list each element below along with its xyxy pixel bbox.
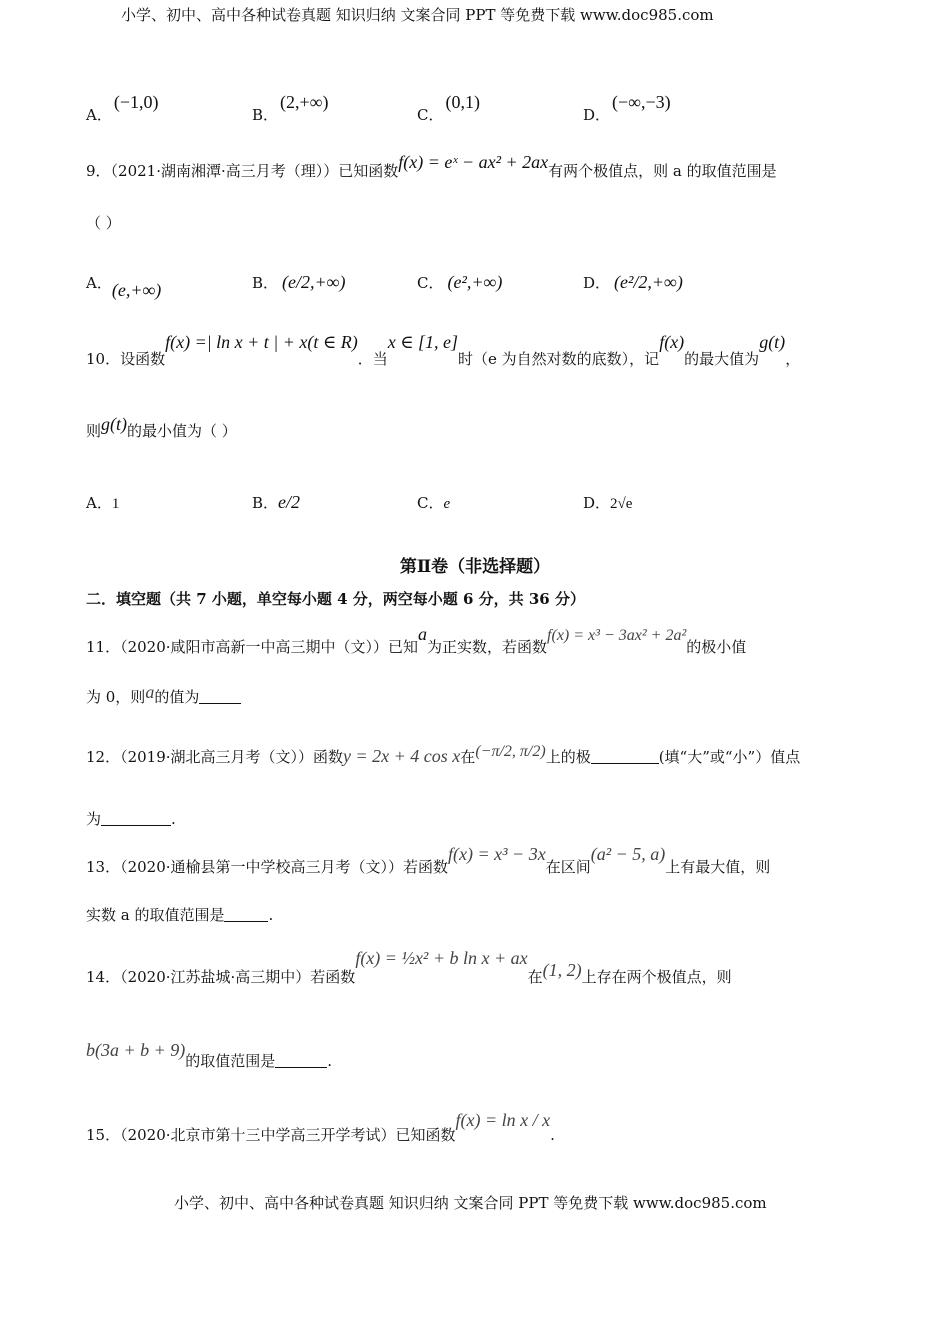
- q9-prefix: 9．（2021·湖南湘潭·高三月考（理））已知函数: [86, 162, 399, 180]
- q10-option-c: [417, 492, 450, 513]
- q10-fx: f(x): [659, 332, 685, 352]
- q11-a: a: [418, 624, 428, 644]
- q14-prefix: 14．（2020·江苏盐城·高三期中）若函数: [86, 968, 356, 986]
- q11-line2-suffix: 的值为: [154, 688, 200, 706]
- q14-end: .: [327, 1052, 333, 1070]
- q9-suffix: 有两个极值点，则 a 的取值范围是: [548, 162, 777, 180]
- option-label: B．: [252, 494, 279, 512]
- q14-suffix: 上存在两个极值点，则: [581, 968, 732, 986]
- q8-option-c: [417, 92, 480, 124]
- option-value: 1: [111, 496, 120, 512]
- question-11: [86, 624, 747, 656]
- q12-prefix: 12．（2019·湖北高三月考（文））函数: [86, 748, 344, 766]
- option-label: C．: [417, 274, 444, 292]
- question-9: [86, 152, 777, 180]
- question-10: [86, 332, 801, 368]
- q12-formula: y = 2x + 4 cos x: [343, 746, 461, 766]
- q9-option-c: [417, 272, 502, 293]
- section-2-heading: 二．填空题（共 7 小题，单空每小题 4 分，两空每小题 6 分，共 36 分）: [86, 590, 585, 608]
- q9-option-b: [252, 262, 346, 292]
- q14-expression: b(3a + b + 9): [86, 1040, 186, 1060]
- q14-formula: f(x) = ½x² + b ln x + ax: [355, 948, 528, 968]
- q10-gt: g(t): [759, 332, 786, 352]
- answer-blank-2[interactable]: [101, 811, 171, 826]
- q12-mid: 在: [460, 748, 476, 766]
- option-value: (−∞,−3): [612, 92, 671, 112]
- q12-suffix2: (填“大”或“小”）值点: [658, 748, 801, 766]
- option-label: A．: [86, 106, 112, 124]
- q15-formula: f(x) = ln x / x: [455, 1110, 551, 1130]
- q12-line2-prefix: 为: [86, 810, 102, 828]
- q12-end: .: [171, 810, 176, 828]
- q10-line2: [86, 414, 237, 440]
- q11-suffix: 的极小值: [686, 638, 747, 656]
- q10-line2-suffix: 的最小值为（ ）: [127, 422, 237, 440]
- answer-blank[interactable]: [199, 689, 241, 704]
- q13-line2: [86, 904, 273, 925]
- option-value: e/2: [278, 492, 301, 512]
- q9-formula: f(x) = eˣ − ax² + 2ax: [398, 152, 549, 172]
- q14-line2: [86, 1040, 333, 1070]
- q11-mid: 为正实数，若函数: [427, 638, 548, 656]
- q13-formula: f(x) = x³ − 3x: [448, 844, 546, 864]
- q14-interval: (1, 2): [542, 960, 582, 980]
- answer-blank[interactable]: [224, 907, 268, 922]
- q13-mid: 在区间: [545, 858, 591, 876]
- option-label: C．: [417, 494, 444, 512]
- option-label: A．: [86, 274, 112, 292]
- option-label: D．: [583, 494, 611, 512]
- page-header: 小学、初中、高中各种试卷真题 知识归纳 文案合同 PPT 等免费下载 www.doc985.com: [121, 6, 714, 24]
- option-value: (−1,0): [113, 92, 159, 112]
- q10-line2-gt: g(t): [101, 414, 128, 434]
- q10-mid2: 时（e 为自然对数的底数），记: [458, 350, 660, 368]
- q9-paren: （ ）: [86, 214, 121, 232]
- page-footer: 小学、初中、高中各种试卷真题 知识归纳 文案合同 PPT 等免费下载 www.doc985.com: [174, 1194, 767, 1212]
- part-2-title: 第Ⅱ卷（非选择题）: [399, 557, 551, 577]
- q13-prefix: 13．（2020·通榆县第一中学校高三月考（文））若函数: [86, 858, 449, 876]
- option-value: (e/2,+∞): [282, 272, 346, 292]
- option-value: (e²/2,+∞): [614, 272, 683, 292]
- option-value: (0,1): [445, 92, 480, 112]
- answer-blank-1[interactable]: [591, 749, 659, 764]
- q10-comma: ，: [785, 350, 801, 368]
- q10-formula: f(x) =| ln x + t | + x(t ∈ R): [165, 332, 358, 352]
- q15-prefix: 15．（2020·北京市第十三中学高三开学考试）已知函数: [86, 1126, 456, 1144]
- q10-option-d: [583, 492, 632, 513]
- q12-line2: [86, 808, 176, 829]
- q10-prefix: 10．设函数: [86, 350, 166, 368]
- q14-line2-suffix: 的取值范围是: [185, 1052, 276, 1070]
- q10-mid1: ．当: [357, 350, 388, 368]
- option-label: B．: [252, 106, 279, 124]
- option-value: 2√e: [610, 496, 633, 512]
- question-15: [86, 1110, 555, 1144]
- q12-interval: (−π/2, π/2): [475, 743, 546, 760]
- q10-mid3: 的最大值为: [684, 350, 760, 368]
- q12-suffix1: 上的极: [545, 748, 591, 766]
- option-value: (e,+∞): [111, 280, 162, 300]
- option-label: A．: [86, 494, 112, 512]
- question-14: [86, 948, 732, 986]
- q13-line2-text: 实数 a 的取值范围是: [86, 906, 225, 924]
- q13-end: .: [268, 906, 274, 924]
- q11-line2-prefix: 为 0，则: [86, 688, 146, 706]
- option-label: D．: [583, 106, 611, 124]
- q14-mid: 在: [527, 968, 543, 986]
- q11-prefix: 11．（2020·咸阳市高新一中高三期中（文））已知: [86, 638, 419, 656]
- option-value: e: [443, 496, 451, 512]
- answer-blank[interactable]: [275, 1053, 327, 1068]
- q10-line2-prefix: 则: [86, 422, 102, 440]
- q9-option-a: [86, 272, 162, 300]
- question-13: [86, 844, 771, 876]
- question-12: [86, 734, 801, 766]
- q8-option-d: [583, 92, 671, 124]
- option-label: B．: [252, 274, 279, 292]
- q11-line2: [86, 682, 241, 706]
- q13-interval: (a² − 5, a): [590, 844, 666, 864]
- option-label: C．: [417, 106, 444, 124]
- q10-option-b: [252, 480, 301, 512]
- q8-option-b: [252, 92, 329, 124]
- option-label: D．: [583, 274, 611, 292]
- q10-option-a: [86, 492, 119, 513]
- q11-line2-a: a: [145, 682, 155, 702]
- q11-formula: f(x) = x³ − 3ax² + 2a²: [547, 627, 687, 644]
- q10-condition: x ∈ [1, e]: [387, 332, 459, 352]
- q13-suffix: 上有最大值，则: [665, 858, 771, 876]
- option-value: (e²,+∞): [447, 272, 503, 292]
- q9-option-d: [583, 262, 683, 292]
- q15-end: .: [550, 1126, 555, 1144]
- option-value: (2,+∞): [280, 92, 329, 112]
- q8-option-a: [86, 92, 159, 124]
